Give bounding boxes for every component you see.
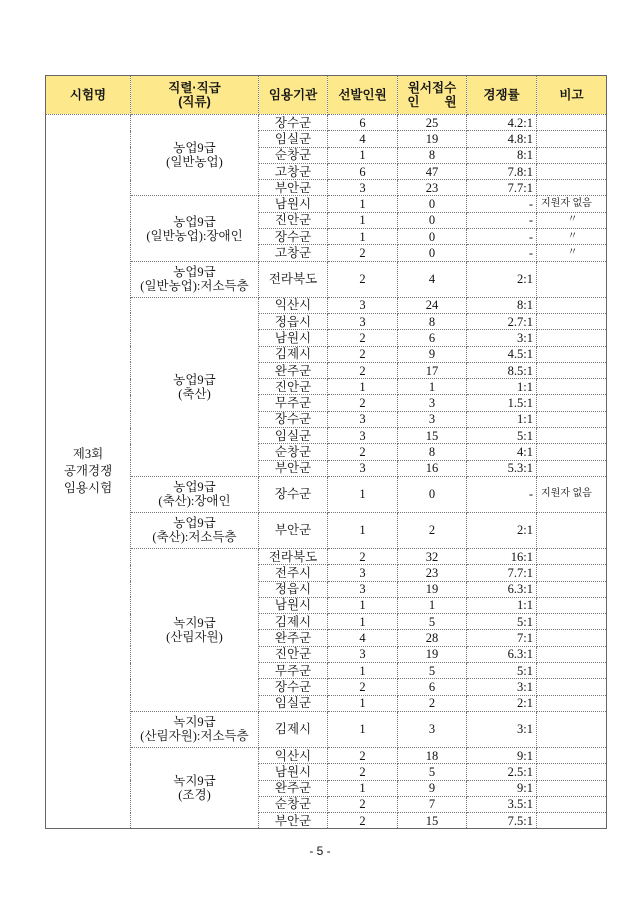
note-cell bbox=[537, 131, 607, 147]
selected-count-cell: 3 bbox=[328, 646, 398, 662]
applicant-count-cell: 0 bbox=[398, 245, 467, 261]
note-cell bbox=[537, 346, 607, 362]
agency-cell: 고창군 bbox=[259, 163, 328, 179]
note-cell bbox=[537, 646, 607, 662]
ratio-cell: 3.5:1 bbox=[467, 796, 537, 812]
agency-cell: 완주군 bbox=[259, 362, 328, 378]
table-row bbox=[46, 747, 607, 763]
recruitment-table bbox=[45, 75, 607, 829]
agency-cell: 고창군 bbox=[259, 245, 328, 261]
applicant-count-cell: 5 bbox=[398, 764, 467, 780]
selected-count-cell: 2 bbox=[328, 261, 398, 297]
applicant-count-cell: 28 bbox=[398, 630, 467, 646]
ratio-cell: 1:1 bbox=[467, 379, 537, 395]
applicant-count-cell: 15 bbox=[398, 813, 467, 829]
ratio-cell: 1.5:1 bbox=[467, 395, 537, 411]
applicant-count-cell: 19 bbox=[398, 131, 467, 147]
ratio-cell: 2.7:1 bbox=[467, 313, 537, 329]
ratio-cell: 2.5:1 bbox=[467, 764, 537, 780]
applicant-count-cell: 7 bbox=[398, 796, 467, 812]
agency-cell: 전라북도 bbox=[259, 261, 328, 297]
applicant-count-cell: 2 bbox=[398, 512, 467, 548]
selected-count-cell: 1 bbox=[328, 711, 398, 747]
agency-cell: 정읍시 bbox=[259, 313, 328, 329]
note-cell bbox=[537, 548, 607, 564]
applicant-count-cell: 1 bbox=[398, 379, 467, 395]
applicant-count-cell: 8 bbox=[398, 147, 467, 163]
applicant-count-cell: 3 bbox=[398, 411, 467, 427]
applicant-count-cell: 24 bbox=[398, 297, 467, 313]
applicant-count-cell: 1 bbox=[398, 597, 467, 613]
agency-cell: 장수군 bbox=[259, 476, 328, 512]
selected-count-cell: 1 bbox=[328, 512, 398, 548]
selected-count-cell: 2 bbox=[328, 679, 398, 695]
selected-count-cell: 3 bbox=[328, 565, 398, 581]
job-series-cell: 녹지9급 (산림자원):저소득층 bbox=[131, 711, 259, 747]
selected-count-cell: 1 bbox=[328, 597, 398, 613]
job-series-cell: 농업9급 (축산):장애인 bbox=[131, 476, 259, 512]
selected-count-cell: 2 bbox=[328, 395, 398, 411]
ratio-cell: 8.5:1 bbox=[467, 362, 537, 378]
note-cell bbox=[537, 614, 607, 630]
agency-cell: 부안군 bbox=[259, 813, 328, 829]
ratio-cell: - bbox=[467, 229, 537, 245]
note-cell bbox=[537, 460, 607, 476]
selected-count-cell: 3 bbox=[328, 460, 398, 476]
applicant-count-cell: 18 bbox=[398, 747, 467, 763]
applicant-count-cell: 2 bbox=[398, 695, 467, 711]
selected-count-cell: 2 bbox=[328, 330, 398, 346]
ratio-cell: 8:1 bbox=[467, 297, 537, 313]
header-exam-name: 시험명 bbox=[46, 76, 131, 115]
table-row bbox=[46, 512, 607, 548]
applicant-count-cell: 0 bbox=[398, 212, 467, 228]
agency-cell: 장수군 bbox=[259, 411, 328, 427]
note-cell bbox=[537, 581, 607, 597]
applicant-count-cell: 19 bbox=[398, 581, 467, 597]
header-agency: 임용기관 bbox=[259, 76, 328, 115]
selected-count-cell: 1 bbox=[328, 196, 398, 212]
ratio-cell: 9:1 bbox=[467, 780, 537, 796]
agency-cell: 장수군 bbox=[259, 229, 328, 245]
note-cell bbox=[537, 330, 607, 346]
header-row bbox=[46, 76, 607, 115]
ratio-cell: 3:1 bbox=[467, 330, 537, 346]
selected-count-cell: 3 bbox=[328, 313, 398, 329]
applicant-count-cell: 8 bbox=[398, 313, 467, 329]
applicant-count-cell: 17 bbox=[398, 362, 467, 378]
agency-cell: 임실군 bbox=[259, 428, 328, 444]
selected-count-cell: 1 bbox=[328, 229, 398, 245]
ratio-cell: 1:1 bbox=[467, 411, 537, 427]
agency-cell: 정읍시 bbox=[259, 581, 328, 597]
selected-count-cell: 2 bbox=[328, 362, 398, 378]
note-cell bbox=[537, 261, 607, 297]
applicant-count-cell: 32 bbox=[398, 548, 467, 564]
applicant-count-cell: 6 bbox=[398, 330, 467, 346]
ratio-cell: 4:1 bbox=[467, 444, 537, 460]
selected-count-cell: 2 bbox=[328, 444, 398, 460]
job-series-cell: 농업9급 (일반농업):장애인 bbox=[131, 196, 259, 261]
selected-count-cell: 1 bbox=[328, 147, 398, 163]
agency-cell: 순창군 bbox=[259, 796, 328, 812]
selected-count-cell: 2 bbox=[328, 548, 398, 564]
agency-cell: 순창군 bbox=[259, 444, 328, 460]
selected-count-cell: 3 bbox=[328, 297, 398, 313]
note-cell bbox=[537, 679, 607, 695]
applicant-count-cell: 6 bbox=[398, 679, 467, 695]
header-applicants: 원서접수 인 원 bbox=[398, 76, 467, 115]
applicant-count-cell: 15 bbox=[398, 428, 467, 444]
ratio-cell: 4.2:1 bbox=[467, 115, 537, 131]
ratio-cell: 9:1 bbox=[467, 747, 537, 763]
selected-count-cell: 3 bbox=[328, 581, 398, 597]
note-cell bbox=[537, 313, 607, 329]
note-cell: 〃 bbox=[537, 245, 607, 261]
agency-cell: 임실군 bbox=[259, 131, 328, 147]
selected-count-cell: 3 bbox=[328, 411, 398, 427]
applicant-count-cell: 16 bbox=[398, 460, 467, 476]
applicant-count-cell: 5 bbox=[398, 614, 467, 630]
ratio-cell: 7.7:1 bbox=[467, 565, 537, 581]
applicant-count-cell: 5 bbox=[398, 663, 467, 679]
note-cell: 〃 bbox=[537, 229, 607, 245]
applicant-count-cell: 23 bbox=[398, 180, 467, 196]
job-series-cell: 녹지9급 (조경) bbox=[131, 747, 259, 828]
ratio-cell: 7.5:1 bbox=[467, 813, 537, 829]
note-cell bbox=[537, 796, 607, 812]
exam-name-cell: 제3회 공개경쟁 임용시험 bbox=[46, 115, 131, 829]
ratio-cell: 5:1 bbox=[467, 663, 537, 679]
agency-cell: 김제시 bbox=[259, 614, 328, 630]
ratio-cell: 4.5:1 bbox=[467, 346, 537, 362]
selected-count-cell: 2 bbox=[328, 346, 398, 362]
table-row bbox=[46, 261, 607, 297]
applicant-count-cell: 0 bbox=[398, 196, 467, 212]
agency-cell: 남원시 bbox=[259, 196, 328, 212]
applicant-count-cell: 8 bbox=[398, 444, 467, 460]
ratio-cell: 6.3:1 bbox=[467, 646, 537, 662]
note-cell: 지원자 없음 bbox=[537, 476, 607, 512]
header-selected: 선발인원 bbox=[328, 76, 398, 115]
table-row bbox=[46, 115, 607, 131]
table-row bbox=[46, 711, 607, 747]
note-cell bbox=[537, 663, 607, 679]
agency-cell: 남원시 bbox=[259, 597, 328, 613]
note-cell bbox=[537, 780, 607, 796]
agency-cell: 무주군 bbox=[259, 663, 328, 679]
agency-cell: 익산시 bbox=[259, 747, 328, 763]
applicant-count-cell: 0 bbox=[398, 229, 467, 245]
selected-count-cell: 2 bbox=[328, 764, 398, 780]
note-cell bbox=[537, 711, 607, 747]
selected-count-cell: 1 bbox=[328, 614, 398, 630]
agency-cell: 장수군 bbox=[259, 679, 328, 695]
job-series-cell: 농업9급 (일반농업) bbox=[131, 115, 259, 196]
ratio-cell: 7.8:1 bbox=[467, 163, 537, 179]
ratio-cell: - bbox=[467, 212, 537, 228]
agency-cell: 익산시 bbox=[259, 297, 328, 313]
agency-cell: 순창군 bbox=[259, 147, 328, 163]
note-cell bbox=[537, 512, 607, 548]
agency-cell: 무주군 bbox=[259, 395, 328, 411]
table-row bbox=[46, 548, 607, 564]
note-cell bbox=[537, 297, 607, 313]
agency-cell: 부안군 bbox=[259, 460, 328, 476]
note-cell bbox=[537, 147, 607, 163]
selected-count-cell: 2 bbox=[328, 747, 398, 763]
agency-cell: 장수군 bbox=[259, 115, 328, 131]
note-cell bbox=[537, 180, 607, 196]
ratio-cell: - bbox=[467, 245, 537, 261]
agency-cell: 김제시 bbox=[259, 711, 328, 747]
selected-count-cell: 1 bbox=[328, 663, 398, 679]
applicant-count-cell: 0 bbox=[398, 476, 467, 512]
job-series-cell: 농업9급 (축산):저소득층 bbox=[131, 512, 259, 548]
selected-count-cell: 3 bbox=[328, 428, 398, 444]
header-job-series: 직렬·직급 (직류) bbox=[131, 76, 259, 115]
table-row bbox=[46, 476, 607, 512]
applicant-count-cell: 47 bbox=[398, 163, 467, 179]
note-cell: 지원자 없음 bbox=[537, 196, 607, 212]
ratio-cell: 3:1 bbox=[467, 679, 537, 695]
selected-count-cell: 1 bbox=[328, 379, 398, 395]
ratio-cell: 5:1 bbox=[467, 428, 537, 444]
note-cell bbox=[537, 695, 607, 711]
ratio-cell: - bbox=[467, 196, 537, 212]
note-cell bbox=[537, 747, 607, 763]
selected-count-cell: 2 bbox=[328, 245, 398, 261]
selected-count-cell: 1 bbox=[328, 212, 398, 228]
selected-count-cell: 1 bbox=[328, 780, 398, 796]
ratio-cell: 7:1 bbox=[467, 630, 537, 646]
applicant-count-cell: 19 bbox=[398, 646, 467, 662]
selected-count-cell: 4 bbox=[328, 630, 398, 646]
selected-count-cell: 3 bbox=[328, 180, 398, 196]
selected-count-cell: 4 bbox=[328, 131, 398, 147]
applicant-count-cell: 4 bbox=[398, 261, 467, 297]
agency-cell: 진안군 bbox=[259, 379, 328, 395]
ratio-cell: 5.3:1 bbox=[467, 460, 537, 476]
applicant-count-cell: 9 bbox=[398, 346, 467, 362]
table-row bbox=[46, 297, 607, 313]
table-row bbox=[46, 196, 607, 212]
applicant-count-cell: 3 bbox=[398, 711, 467, 747]
agency-cell: 남원시 bbox=[259, 330, 328, 346]
ratio-cell: - bbox=[467, 476, 537, 512]
agency-cell: 완주군 bbox=[259, 780, 328, 796]
note-cell bbox=[537, 597, 607, 613]
note-cell bbox=[537, 411, 607, 427]
selected-count-cell: 1 bbox=[328, 476, 398, 512]
agency-cell: 임실군 bbox=[259, 695, 328, 711]
agency-cell: 부안군 bbox=[259, 512, 328, 548]
applicant-count-cell: 23 bbox=[398, 565, 467, 581]
ratio-cell: 8:1 bbox=[467, 147, 537, 163]
job-series-cell: 농업9급 (축산) bbox=[131, 297, 259, 476]
note-cell bbox=[537, 163, 607, 179]
header-note: 비고 bbox=[537, 76, 607, 115]
agency-cell: 진안군 bbox=[259, 646, 328, 662]
selected-count-cell: 2 bbox=[328, 813, 398, 829]
selected-count-cell: 6 bbox=[328, 115, 398, 131]
agency-cell: 전라북도 bbox=[259, 548, 328, 564]
note-cell bbox=[537, 813, 607, 829]
applicant-count-cell: 9 bbox=[398, 780, 467, 796]
ratio-cell: 1:1 bbox=[467, 597, 537, 613]
applicant-count-cell: 25 bbox=[398, 115, 467, 131]
note-cell bbox=[537, 630, 607, 646]
note-cell: 〃 bbox=[537, 212, 607, 228]
note-cell bbox=[537, 395, 607, 411]
note-cell bbox=[537, 764, 607, 780]
note-cell bbox=[537, 428, 607, 444]
ratio-cell: 6.3:1 bbox=[467, 581, 537, 597]
page-number: - 5 - bbox=[309, 844, 331, 858]
ratio-cell: 3:1 bbox=[467, 711, 537, 747]
agency-cell: 전주시 bbox=[259, 565, 328, 581]
selected-count-cell: 1 bbox=[328, 695, 398, 711]
job-series-cell: 농업9급 (일반농업):저소득층 bbox=[131, 261, 259, 297]
note-cell bbox=[537, 362, 607, 378]
ratio-cell: 2:1 bbox=[467, 695, 537, 711]
ratio-cell: 2:1 bbox=[467, 512, 537, 548]
selected-count-cell: 2 bbox=[328, 796, 398, 812]
ratio-cell: 16:1 bbox=[467, 548, 537, 564]
note-cell bbox=[537, 444, 607, 460]
selected-count-cell: 6 bbox=[328, 163, 398, 179]
agency-cell: 남원시 bbox=[259, 764, 328, 780]
note-cell bbox=[537, 379, 607, 395]
ratio-cell: 2:1 bbox=[467, 261, 537, 297]
agency-cell: 완주군 bbox=[259, 630, 328, 646]
note-cell bbox=[537, 115, 607, 131]
ratio-cell: 7.7:1 bbox=[467, 180, 537, 196]
agency-cell: 진안군 bbox=[259, 212, 328, 228]
header-ratio: 경쟁률 bbox=[467, 76, 537, 115]
job-series-cell: 녹지9급 (산림자원) bbox=[131, 548, 259, 711]
agency-cell: 부안군 bbox=[259, 180, 328, 196]
agency-cell: 김제시 bbox=[259, 346, 328, 362]
ratio-cell: 5:1 bbox=[467, 614, 537, 630]
note-cell bbox=[537, 565, 607, 581]
applicant-count-cell: 3 bbox=[398, 395, 467, 411]
ratio-cell: 4.8:1 bbox=[467, 131, 537, 147]
